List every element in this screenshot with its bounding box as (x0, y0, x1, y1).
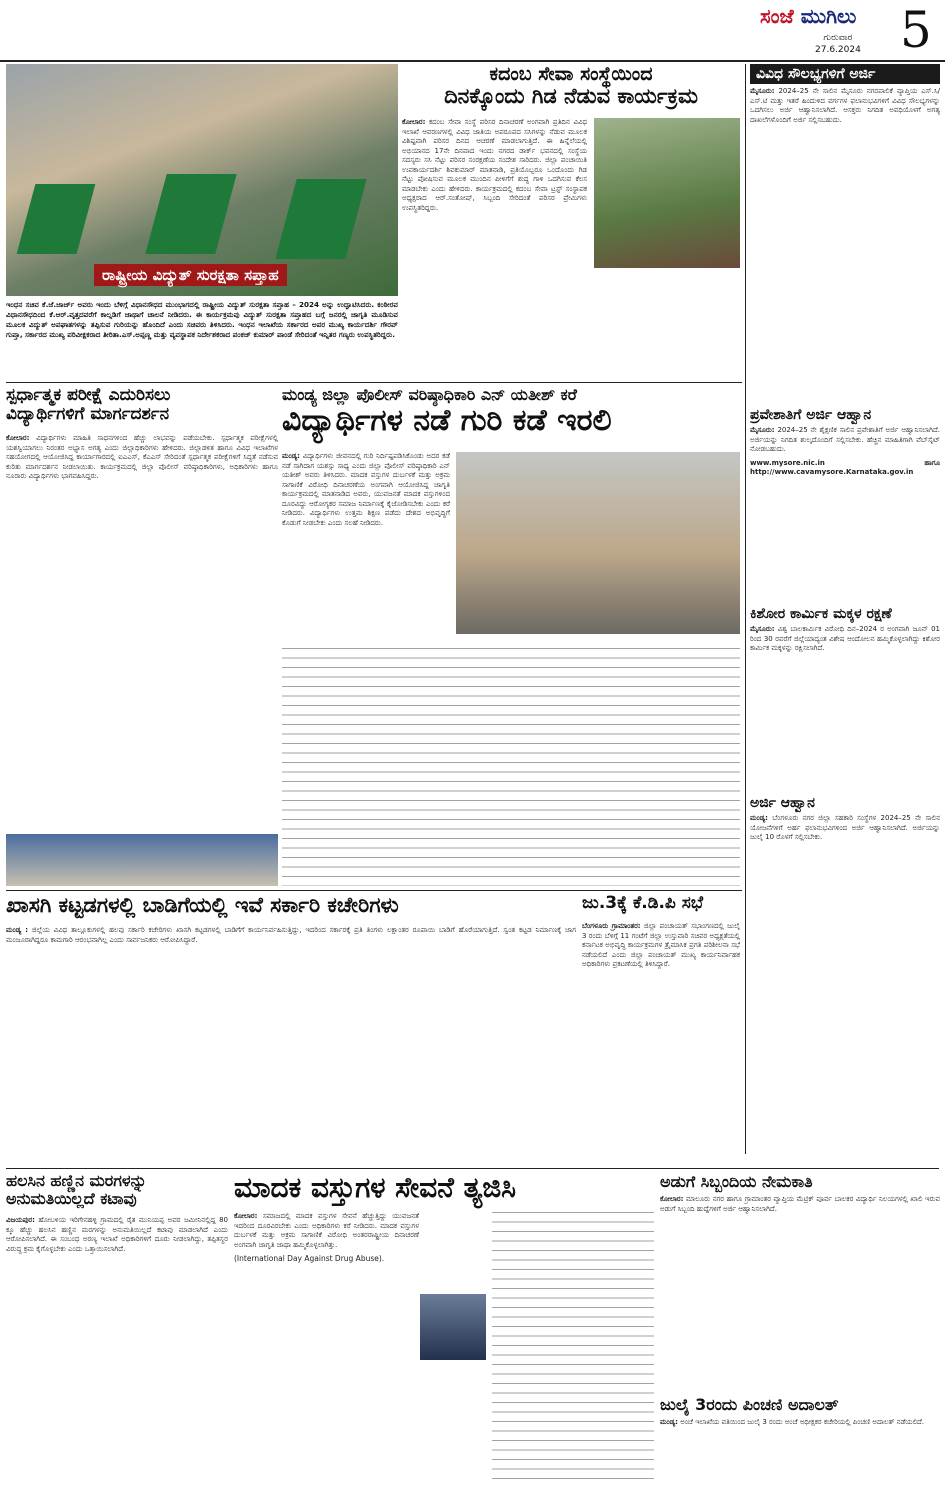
story7-headline-2: ಅನುಮತಿಯಿಲ್ಲದೆ ಕಟಾವು (6, 1188, 137, 1208)
story3-headline-2: ವಿದ್ಯಾರ್ಥಿಗಳಿಗೆ ಮಾರ್ಗದರ್ಶನ (6, 404, 170, 425)
sidebar-s3-dateline: ಮೈಸೂರು: (750, 625, 775, 633)
title-part-b: ಮುಗಿಲು (800, 4, 857, 28)
story4-headline-1: ಮಂಡ್ಯ ಜಿಲ್ಲಾ ಪೊಲೀಸ್ ವರಿಷ್ಠಾಧಿಕಾರಿ ಎನ್ ಯತೀಶ್ ಕರೆ (282, 386, 577, 404)
story3-headline-1: ಸ್ಪರ್ಧಾತ್ಮಕ ಪರೀಕ್ಷೆ ಎದುರಿಸಲು (6, 386, 171, 405)
sidebar-s5-body (660, 1195, 940, 1395)
sidebar-s5-text: ಮಾಲೂರು ನಗರ ಹಾಗೂ ಗ್ರಾಮಾಂತರ ವ್ಯಾಪ್ತಿಯ ಮೆಟ್ರಿಕ್ ಪೂರ್ವ ಬಾಲಕರ ವಿದ್ಯಾರ್ಥಿ ನಿಲಯಗಳಲ್ಲಿ ಖಾಲಿ ಇರುವ ಅಡುಗೆ ಸಿಬ್ಬಂದಿ ಹುದ್ದೆಗಳಿಗೆ ಅರ್ಜಿ ಆಹ್ವಾನಿಸಲಾಗಿದೆ. (660, 1195, 940, 1213)
green-flag (145, 174, 236, 254)
story5-headline: ಖಾಸಗಿ ಕಟ್ಟಡಗಳಲ್ಲಿ ಬಾಡಿಗೆಯಲ್ಲಿ ಇವೆ ಸರ್ಕಾರಿ ಕಚೇರಿಗಳು (6, 894, 399, 917)
newspaper-title (760, 4, 856, 28)
story2-text: ಕದಂಬ ಸೇವಾ ಸಂಸ್ಥೆ ಪರಿಸರ ದಿನಾಚರಣೆ ಅಂಗವಾಗಿ ಪ್ರತಿದಿನ ವಿವಿಧ ಇಲಾಖೆ ಆವರಣಗಳಲ್ಲಿ ವಿವಿಧ ಜಾತಿಯ ಅಪರೂಪದ ಸಸಿಗಳನ್ನು ನೆಡುವ ಮೂಲಕ ವಿಶಿಷ್ಟವಾಗಿ ಪರಿಸರ ದಿನದ ಆಚರಣೆ ಮಾಡಲಾಗುತ್ತಿದೆ. ಈ ಹಿನ್ನೆಲೆಯಲ್ಲಿ ಅಭಿಯಾನದ 17ನೇ ದಿನವಾದ ಇಂದು ನಗರದ ಡಾರ್ಕ್ ಭವನದಲ್ಲಿ ಸಂಸ್ಥೆಯ ಸದಸ್ಯರು ಸಸಿ ನೆಟ್ಟು ಪರಿಸರ ಸಂರಕ್ಷಣೆಯ ಸಂದೇಶ ಸಾರಿದರು. ಜಿಲ್ಲಾ ಪಂಚಾಯಿತಿ ಉಪಕಾರ್ಯದರ್ಶಿ ಶಿವಕುಮಾರ್ ಮಾತನಾಡಿ, ಪ್ರತಿಯೊಬ್ಬರೂ ಒಂದೊಂದು ಗಿಡ ನೆಟ್ಟು ಪೋಷಿಸುವ ಮೂಲಕ ಮುಂದಿನ ಪೀಳಿಗೆಗೆ ಶುದ್ಧ ಗಾಳಿ ಒದಗಿಸುವ ಕೆಲಸ ಮಾಡಬೇಕು ಎಂದು ಹೇಳಿದರು. ಕಾರ್ಯಕ್ರಮದಲ್ಲಿ ಕದಂಬ ಸೇವಾ ಟ್ರಸ್ಟ್ ಸಂಸ್ಥಾಪಕ ಅಧ್ಯಕ್ಷರಾದ ಆರ್.ಸಂತೋಷ್, ಸಿಬ್ಬಂದಿ ಸೇರಿದಂತೆ ಪರಿಸರ ಪ್ರೇಮಿಗಳು ಉಪಸ್ಥಿತರಿದ್ದರು. (402, 118, 587, 212)
story8-continued-text (492, 1212, 654, 1482)
masthead (0, 0, 945, 62)
sidebar-s2-dateline: ಮೈಸೂರು: (750, 426, 775, 434)
sidebar-s1-text: 2024–25 ನೇ ಸಾಲಿನ ಮೈಸೂರು ನಗರಪಾಲಿಕೆ ವ್ಯಾಪ್ತಿಯ ಎಸ್.ಸಿ/ಎಸ್.ಟಿ ಮತ್ತು ಇತರೆ ಹಿಂದುಳಿದ ವರ್ಗಗಳ ಫಲಾನುಭವಿಗಳಿಗೆ ವಿವಿಧ ಸೌಲಭ್ಯಗಳನ್ನು ಒದಗಿಸಲು ಅರ್ಜಿ ಆಹ್ವಾನಿಸಲಾಗಿದೆ. ಆಸಕ್ತರು ನಿಗದಿತ ಅವಧಿಯೊಳಗೆ ಅಗತ್ಯ ದಾಖಲೆಗಳೊಂದಿಗೆ ಅರ್ಜಿ ಸಲ್ಲಿಸಬಹುದು. (750, 87, 940, 124)
sidebar-s5-dateline: ಕೋಲಾರ: (660, 1195, 684, 1203)
story4-body (282, 452, 450, 642)
sidebar-s6-body (660, 1418, 940, 1488)
story8-headline: ಮಾದಕ ವಸ್ತುಗಳ ಸೇವನೆ ತ್ಯಜಿಸಿ (234, 1172, 517, 1204)
story6-dateline: ಬೆಂಗಳೂರು ಗ್ರಾಮಾಂತರ: (582, 922, 641, 930)
story2-photo (594, 118, 740, 268)
story4-text: ವಿದ್ಯಾರ್ಥಿಗಳು ಜೀವನದಲ್ಲಿ ಗುರಿ ನಿರ್ದಿಷ್ಟಪಡಿಸಿಕೊಂಡು ಅದರ ಕಡೆ ನಡೆ ಸಾಗಿದಾಗ ಯಶಸ್ಸು ಸಾಧ್ಯ ಎಂದು ಜಿಲ್ಲಾ ಪೊಲೀಸ್ ವರಿಷ್ಠಾಧಿಕಾರಿ ಎನ್ ಯತೀಶ್ ಅವರು ತಿಳಿಸಿದರು. ಮಾದಕ ವಸ್ತುಗಳ ದುರ್ಬಳಕೆ ಮತ್ತು ಅಕ್ರಮ ಸಾಗಾಣಿಕೆ ವಿರೋಧಿ ದಿನಾಚರಣೆಯ ಅಂಗವಾಗಿ ಆಯೋಜಿಸಿದ್ದ ಜಾಗೃತಿ ಕಾರ್ಯಕ್ರಮದಲ್ಲಿ ಮಾತನಾಡಿದ ಅವರು, ಯುವಜನತೆ ಮಾದಕ ವಸ್ತುಗಳಿಂದ ದೂರವಿದ್ದು ಆರೋಗ್ಯಕರ ಸಮಾಜ ನಿರ್ಮಾಣಕ್ಕೆ ಕೈಜೋಡಿಸಬೇಕು ಎಂದು ಕರೆ ನೀಡಿದರು. ವಿದ್ಯಾರ್ಥಿಗಳು ಉತ್ತಮ ಶಿಕ್ಷಣ ಪಡೆದು ದೇಶದ ಅಭಿವೃದ್ಧಿಗೆ ಕೊಡುಗೆ ನೀಡಬೇಕು ಎಂದು ಸಲಹೆ ನೀಡಿದರು. (282, 452, 450, 527)
sidebar-s2-text: 2024–25 ನೇ ಶೈಕ್ಷಣಿಕ ಸಾಲಿನ ಪ್ರವೇಶಾತಿಗೆ ಅರ್ಜಿ ಆಹ್ವಾನಿಸಲಾಗಿದೆ. ಅರ್ಜಿಯನ್ನು ನಿಗದಿತ ಶುಲ್ಕದೊಂದಿಗೆ ಸಲ್ಲಿಸಬೇಕು. ಹೆಚ್ಚಿನ ಮಾಹಿತಿಗಾಗಿ ವೆಬ್‌ಸೈಟ್ ನೋಡಬಹುದು. (750, 426, 940, 453)
sidebar-s5-head: ಅಡುಗೆ ಸಿಬ್ಬಂದಿಯ ನೇಮಕಾತಿ (660, 1172, 813, 1191)
story5-dateline: ಮಂಡ್ಯ : (6, 926, 29, 934)
story7-text: ಹೋಬಳಿಯ ಇರಿಗೇನಹಳ್ಳಿ ಗ್ರಾಮದಲ್ಲಿ ರೈತ ಮುನಿಯಪ್ಪ ಅವರ ಜಮೀನಿನಲ್ಲಿದ್ದ 80 ಕ್ಕೂ ಹೆಚ್ಚು ಹಲಸಿನ ಹಣ್ಣಿನ ಮರಗಳನ್ನು ಅನುಮತಿಯಿಲ್ಲದೆ ಕಟಾವು ಮಾಡಲಾಗಿದೆ ಎಂದು ಆರೋಪಿಸಲಾಗಿದೆ. ಈ ಸಂಬಂಧ ಅರಣ್ಯ ಇಲಾಖೆ ಅಧಿಕಾರಿಗಳಿಗೆ ದೂರು ನೀಡಲಾಗಿದ್ದು, ತಪ್ಪಿತಸ್ಥರ ವಿರುದ್ಧ ಕ್ರಮ ಕೈಗೊಳ್ಳಬೇಕು ಎಂದು ಒತ್ತಾಯಿಸಲಾಗಿದೆ. (6, 1216, 228, 1253)
story6-body (582, 922, 740, 1064)
story8 (234, 1172, 654, 1490)
sidebar-s1-dateline: ಮೈಸೂರು: (750, 87, 775, 95)
story6-text: ಜಿಲ್ಲಾ ಪಂಚಾಯತ್ ಸಭಾಂಗಣದಲ್ಲಿ ಜುಲೈ 3 ರಂದು ಬೆಳಿಗ್ಗೆ 11 ಗಂಟೆಗೆ ಜಿಲ್ಲಾ ಉಸ್ತುವಾರಿ ಸಚಿವರ ಅಧ್ಯಕ್ಷತೆಯಲ್ಲಿ ಕರ್ನಾಟಕ ಅಭಿವೃದ್ಧಿ ಕಾರ್ಯಕ್ರಮಗಳ ತ್ರೈಮಾಸಿಕ ಪ್ರಗತಿ ಪರಿಶೀಲನಾ ಸಭೆ ನಡೆಯಲಿದೆ ಎಂದು ಜಿಲ್ಲಾ ಪಂಚಾಯತ್ ಮುಖ್ಯ ಕಾರ್ಯನಿರ್ವಾಹಕ ಅಧಿಕಾರಿಗಳು ಪ್ರಕಟಣೆಯಲ್ಲಿ ತಿಳಿಸಿದ್ದಾರೆ. (582, 922, 740, 968)
row-rule (6, 1168, 939, 1169)
story8-photo (420, 1294, 486, 1360)
story3 (6, 386, 278, 886)
story3-dateline: ಕೋಲಾರ: (6, 434, 30, 442)
title-part-a: ಸಂಜೆ (760, 4, 794, 28)
sidebar-s4-head: ಅರ್ಜಿ ಆಹ್ವಾನ (750, 795, 815, 811)
sidebar-s3-text: ವಿಶ್ವ ಬಾಲಕಾರ್ಮಿಕ ವಿರೋಧಿ ದಿನ–2024 ರ ಅಂಗವಾಗಿ ಜೂನ್ 01 ರಿಂದ 30 ರವರೆಗೆ ಜಿಲ್ಲೆಯಾದ್ಯಂತ ವಿಶೇಷ ಆಂದೋಲನ ಹಮ್ಮಿಕೊಳ್ಳಲಾಗಿದ್ದು ಕಿಶೋರ ಕಾರ್ಮಿಕ ಮಕ್ಕಳನ್ನು ರಕ್ಷಿಸಲಾಗಿದೆ. (750, 625, 940, 652)
story2-body (402, 118, 587, 376)
story4 (282, 386, 740, 886)
story3-body (6, 434, 278, 834)
sidebar (750, 64, 940, 1164)
issue-date (815, 32, 861, 56)
row-rule (6, 382, 742, 383)
story1-caption: ಇಂಧನ ಸಚಿವ ಕೆ.ಜೆ.ಜಾರ್ಜ್ ಅವರು ಇಂದು ಬೆಳಿಗ್ಗೆ ವಿಧಾನಸೌಧದ ಮುಂಭಾಗದಲ್ಲಿ ರಾಷ್ಟ್ರೀಯ ವಿದ್ಯುತ್ ಸುರಕ್ಷತಾ ಸಪ್ತಾಹ – 2024 ಅನ್ನು ಉದ್ಘಾಟಿಸಿದರು. ಕಂಠೀರವ ವಿಧಾನಸೌಧದಿಂದ ಕೆ.ಆರ್.ವೃತ್ತದವರೆಗೆ ಕಾಲ್ನಡಿಗೆ ಜಾಥಾಗೆ ಚಾಲನೆ ನೀಡಿದರು. ಈ ಕಾರ್ಯಕ್ರಮವು ವಿದ್ಯುತ್ ಸುರಕ್ಷತಾ ಸಪ್ತಾಹದ ಬಗ್ಗೆ ಜನರಲ್ಲಿ ಜಾಗೃತಿ ಮೂಡಿಸುವ ಮೂಲಕ ವಿದ್ಯುತ್ ಅಪಘಾತಗಳನ್ನು ತಪ್ಪಿಸುವ ಗುರಿಯನ್ನು ಹೊಂದಿದೆ ಎಂದು ಸಚಿವರು ತಿಳಿಸಿದರು. ಇಂಧನ ಇಲಾಖೆಯ ಸರ್ಕಾರದ ಅಪರ ಮುಖ್ಯ ಕಾರ್ಯದರ್ಶಿ ಗೌರವ್ ಗುಪ್ತಾ, ಸರ್ಕಾರದ ಮುಖ್ಯ ಪರಿವೀಕ್ಷಕರಾದ ತೀರಿತಾ.ಎಸ್.ಅಪ್ಪಣ್ಣ ಮತ್ತು ವ್ಯವಸ್ಥಾಪಕ ನಿರ್ದೇಶಕರಾದ ಪಂಕಜ್ ಕುಮಾರ್ ಪಾಂಡೆ ಸೇರಿದಂತೆ ಇನ್ನಿತರ ಗಣ್ಯರು ಉಪಸ್ಥಿತರಿದ್ದರು. (6, 300, 398, 339)
story3-photo (6, 834, 278, 886)
photo-banner: ರಾಷ್ಟ್ರೀಯ ವಿದ್ಯುತ್ ಸುರಕ್ಷತಾ ಸಪ್ತಾಹ (94, 264, 287, 286)
story8-text: ಸಮಾಜದಲ್ಲಿ ಮಾದಕ ವಸ್ತುಗಳ ಸೇವನೆ ಹೆಚ್ಚುತ್ತಿದ್ದು ಯುವಜನತೆ ಇದರಿಂದ ದೂರವಿರಬೇಕು ಎಂದು ಅಧಿಕಾರಿಗಳು ಕರೆ ನೀಡಿದರು. ಮಾದಕ ವಸ್ತುಗಳ ದುರ್ಬಳಕೆ ಮತ್ತು ಅಕ್ರಮ ಸಾಗಾಣಿಕೆ ವಿರೋಧಿ ಅಂತರರಾಷ್ಟ್ರೀಯ ದಿನಾಚರಣೆ ಅಂಗವಾಗಿ ಜಾಗೃತಿ ಜಾಥಾ ಹಮ್ಮಿಕೊಳ್ಳಲಾಗಿತ್ತು. (234, 1212, 419, 1249)
page-number: 5 (900, 1, 932, 59)
story2-dateline: ಕೋಲಾರ: (402, 118, 426, 126)
sidebar-s6-dateline: ಮಂಡ್ಯ: (660, 1418, 678, 1426)
story2-headline-1: ಕದಂಬ ಸೇವಾ ಸಂಸ್ಥೆಯಿಂದ (489, 64, 653, 85)
row-rule (6, 890, 742, 891)
story4-photo (456, 452, 740, 634)
story4-continued-text (282, 648, 740, 886)
story5-text: ಜಿಲ್ಲೆಯ ವಿವಿಧ ತಾಲ್ಲೂಕುಗಳಲ್ಲಿ ಹಲವು ಸರ್ಕಾರಿ ಕಚೇರಿಗಳು ಖಾಸಗಿ ಕಟ್ಟಡಗಳಲ್ಲಿ ಬಾಡಿಗೆಗೆ ಕಾರ್ಯನಿರ್ವಹಿಸುತ್ತಿದ್ದು, ಇದರಿಂದ ಸರ್ಕಾರಕ್ಕೆ ಪ್ರತಿ ತಿಂಗಳು ಲಕ್ಷಾಂತರ ರೂಪಾಯಿ ಬಾಡಿಗೆ ಹೊರೆಯಾಗುತ್ತಿದೆ. ಸ್ವಂತ ಕಟ್ಟಡ ನಿರ್ಮಾಣಕ್ಕೆ ಜಾಗ ಮಂಜೂರಾಗಿದ್ದರೂ ಕಾಮಗಾರಿ ಆರಂಭವಾಗಿಲ್ಲ ಎಂದು ಸಾರ್ವಜನಿಕರು ಆರೋಪಿಸಿದ್ದಾರೆ. (6, 926, 576, 944)
sidebar-s1-body (750, 87, 940, 407)
story4-dateline: ಮಂಡ್ಯ: (282, 452, 300, 460)
story7-body (6, 1216, 228, 1486)
story8-body (234, 1212, 419, 1482)
sidebar-s6-head: ಜುಲೈ 3ರಂದು ಪಿಂಚಣಿ ಅದಾಲತ್ (660, 1395, 839, 1414)
story8-english-phrase: (International Day Against Drug Abuse). (234, 1254, 385, 1263)
sidebar-s4-text: ಬೆಂಗಳೂರು ನಗರ ಜಿಲ್ಲಾ ಸಹಕಾರಿ ಸಂಸ್ಥೆಗಳ 2024–25 ನೇ ಸಾಲಿನ ಯೋಜನೆಗಳಿಗೆ ಅರ್ಹ ಫಲಾನುಭವಿಗಳಿಂದ ಅರ್ಜಿ ಆಹ್ವಾನಿಸಲಾಗಿದೆ. ಅರ್ಜಿಯನ್ನು ಜುಲೈ 10 ರೊಳಗೆ ಸಲ್ಲಿಸಬೇಕು. (750, 814, 940, 841)
sidebar-bottom (660, 1172, 940, 1490)
story2 (402, 64, 740, 380)
issue-day: ಗುರುವಾರ (823, 33, 853, 43)
story1-photo (6, 64, 398, 296)
sidebar-s2-head: ಪ್ರವೇಶಾತಿಗೆ ಅರ್ಜಿ ಆಹ್ವಾನ (750, 407, 872, 423)
issue-date-value: 27.6.2024 (815, 45, 861, 55)
sidebar-s2-url: www.mysore.nic.in ಹಾಗೂ http://www.cavamysore.Karnataka.gov.in (750, 458, 940, 476)
sidebar-s3-head: ಕಿಶೋರ ಕಾರ್ಮಿಕ ಮಕ್ಕಳ ರಕ್ಷಣೆ (750, 606, 892, 622)
story8-dateline: ಕೋಲಾರ: (234, 1212, 258, 1220)
story5-body (6, 926, 576, 1064)
sidebar-s4-body (750, 814, 940, 974)
story2-headline-2: ದಿನಕ್ಕೊಂದು ಗಿಡ ನೆಡುವ ಕಾರ್ಯಕ್ರಮ (444, 84, 698, 109)
story7-dateline: ವಿಜಯಪುರ: (6, 1216, 35, 1224)
sidebar-s3-body (750, 625, 940, 795)
sidebar-s6-text: ಅಂಚೆ ಇಲಾಖೆಯ ವತಿಯಿಂದ ಜುಲೈ 3 ರಂದು ಅಂಚೆ ಅಧೀಕ್ಷಕರ ಕಚೇರಿಯಲ್ಲಿ ಪಿಂಚಣಿ ಅದಾಲತ್ ನಡೆಯಲಿದೆ. (680, 1418, 925, 1426)
story3-text: ವಿದ್ಯಾರ್ಥಿಗಳು ಮಾಹಿತಿ ಸಾಧನಗಳಿಂದ ಹೆಚ್ಚು ಲಾಭವನ್ನು ಪಡೆಯಬೇಕು. ಸ್ಪರ್ಧಾತ್ಮಕ ಪರೀಕ್ಷೆಗಳಲ್ಲಿ ಯಶಸ್ವಿಯಾಗಲು ನಿರಂತರ ಅಭ್ಯಾಸ ಅಗತ್ಯ ಎಂದು ಜಿಲ್ಲಾಧಿಕಾರಿಗಳು ಹೇಳಿದರು. ಜಿಲ್ಲಾಡಳಿತ ಹಾಗೂ ವಿವಿಧ ಇಲಾಖೆಗಳ ಸಹಯೋಗದಲ್ಲಿ ಆಯೋಜಿಸಿದ್ದ ಕಾರ್ಯಾಗಾರದಲ್ಲಿ ಐಎಎಸ್, ಕೆಎಎಸ್ ಸೇರಿದಂತೆ ಸ್ಪರ್ಧಾತ್ಮಕ ಪರೀಕ್ಷೆಗಳಿಗೆ ಸಿದ್ಧತೆ ನಡೆಸುವ ಕುರಿತು ಮಾರ್ಗದರ್ಶನ ನೀಡಲಾಯಿತು. ಕಾರ್ಯಕ್ರಮದಲ್ಲಿ ಜಿಲ್ಲಾ ಪೊಲೀಸ್ ವರಿಷ್ಠಾಧಿಕಾರಿಗಳು, ಅಧಿಕಾರಿಗಳು ಹಾಗೂ ನೂರಾರು ವಿದ್ಯಾರ್ಥಿಗಳು ಭಾಗವಹಿಸಿದ್ದರು. (6, 434, 278, 480)
story7-headline-1: ಹಲಸಿನ ಹಣ್ಣಿನ ಮರಗಳನ್ನು (6, 1172, 147, 1190)
story6-headline: ಜು.3ಕ್ಕೆ ಕೆ.ಡಿ.ಪಿ ಸಭೆ (582, 894, 704, 913)
story7 (6, 1172, 228, 1490)
story5 (6, 894, 576, 1064)
green-flag (275, 179, 366, 259)
sidebar-s2-body (750, 426, 940, 606)
green-flag (17, 184, 96, 254)
story4-headline-2: ವಿದ್ಯಾರ್ಥಿಗಳ ನಡೆ ಗುರಿ ಕಡೆ ಇರಲಿ (282, 402, 612, 438)
column-rule (745, 64, 746, 1154)
sidebar-s1-head: ವಿವಿಧ ಸೌಲಭ್ಯಗಳಿಗೆ ಅರ್ಜಿ (750, 64, 940, 84)
sidebar-s4-dateline: ಮಂಡ್ಯ: (750, 814, 768, 822)
story6 (582, 894, 740, 1064)
